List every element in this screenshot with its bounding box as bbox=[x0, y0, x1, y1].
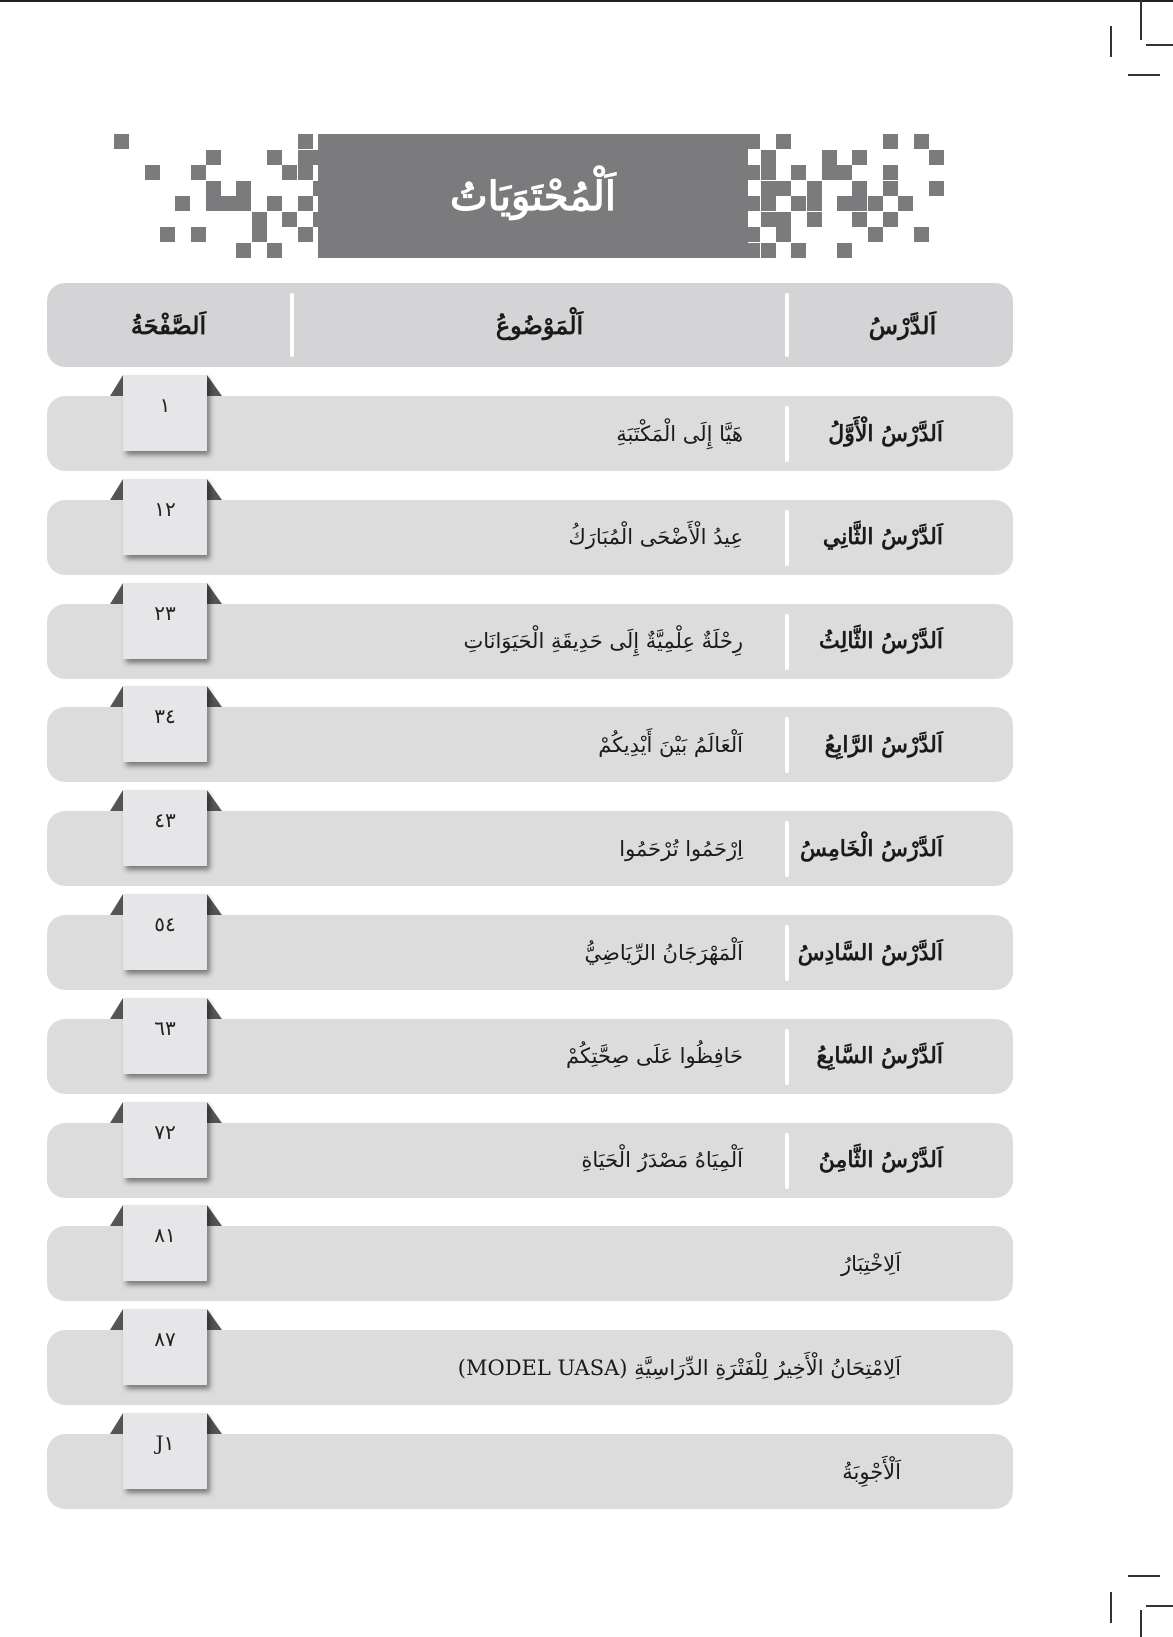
pixel-square bbox=[298, 196, 313, 211]
tab-fold-left bbox=[110, 998, 123, 1019]
tab-fold-right bbox=[207, 1413, 222, 1434]
lesson-label: اَلدَّرْسُ الثَّامِنُ bbox=[818, 1147, 943, 1174]
tab-fold-left bbox=[110, 1102, 123, 1123]
tab-fold-right bbox=[207, 894, 222, 915]
page-number: ٤٣ bbox=[123, 790, 207, 866]
tab-fold-right bbox=[207, 1102, 222, 1123]
pixel-square bbox=[252, 227, 267, 242]
pixel-square bbox=[206, 196, 221, 211]
page-number-tab[interactable] bbox=[110, 790, 194, 866]
pixel-square bbox=[883, 212, 898, 227]
row-divider bbox=[785, 1029, 789, 1085]
pixel-square bbox=[807, 212, 822, 227]
crop-mark bbox=[1110, 26, 1112, 57]
row-divider bbox=[785, 406, 789, 462]
crop-mark bbox=[1140, 0, 1142, 40]
pixel-square bbox=[914, 227, 929, 242]
tab-fold-left bbox=[110, 375, 123, 396]
pixel-square bbox=[837, 196, 852, 211]
pixel-square bbox=[791, 165, 806, 180]
topic-title[interactable]: اِرْحَمُوا تُرْحَمُوا bbox=[619, 836, 743, 861]
tab-fold-left bbox=[110, 1205, 123, 1226]
row-divider bbox=[785, 510, 789, 566]
row-divider bbox=[785, 717, 789, 773]
pixel-square bbox=[191, 165, 206, 180]
crop-mark bbox=[1128, 1575, 1160, 1577]
tab-fold-right bbox=[207, 479, 222, 500]
lesson-label: اَلدَّرْسُ الثَّالِثُ bbox=[819, 628, 943, 655]
crop-mark bbox=[1140, 1610, 1142, 1637]
pixel-square bbox=[282, 165, 297, 180]
header-divider bbox=[290, 293, 294, 357]
lesson-label: اَلدَّرْسُ الْخَامِسُ bbox=[799, 835, 943, 862]
tab-fold-right bbox=[207, 1309, 222, 1330]
pixel-square bbox=[206, 150, 221, 165]
pixel-square bbox=[852, 196, 867, 211]
topic-title[interactable]: اَلْأَجْوِبَةُ bbox=[842, 1459, 901, 1484]
page-number-tab[interactable] bbox=[110, 998, 194, 1074]
tab-fold-right bbox=[207, 583, 222, 604]
table-header bbox=[47, 283, 1013, 367]
row-divider bbox=[785, 925, 789, 981]
pixel-square bbox=[883, 134, 898, 149]
pixel-square bbox=[883, 181, 898, 196]
topic-title[interactable]: اَلِاخْتِبَارُ bbox=[840, 1251, 901, 1276]
page-number-tab[interactable] bbox=[110, 894, 194, 970]
pixel-square bbox=[298, 134, 313, 149]
pixel-square bbox=[761, 212, 776, 227]
crop-mark bbox=[1146, 1605, 1173, 1607]
pixel-square bbox=[761, 181, 776, 196]
header-lesson: اَلدَّرْسُ bbox=[868, 310, 937, 340]
pixel-square bbox=[868, 196, 883, 211]
page-number-tab[interactable] bbox=[110, 1102, 194, 1178]
row-divider bbox=[785, 821, 789, 877]
pixel-square bbox=[822, 150, 837, 165]
pixel-square bbox=[236, 181, 251, 196]
pixel-square bbox=[776, 134, 791, 149]
pixel-square bbox=[761, 165, 776, 180]
pixel-square bbox=[852, 150, 867, 165]
topic-title[interactable]: هَيَّا إِلَى الْمَكْتَبَةِ bbox=[616, 421, 743, 446]
pixel-square bbox=[837, 243, 852, 258]
pixel-square bbox=[807, 196, 822, 211]
lesson-label: اَلدَّرْسُ الثَّانِي bbox=[822, 524, 943, 551]
header-divider bbox=[785, 293, 789, 357]
page-number-tab[interactable] bbox=[110, 375, 194, 451]
pixel-square bbox=[898, 196, 913, 211]
pixel-square bbox=[807, 181, 822, 196]
pixel-square bbox=[252, 212, 267, 227]
pixel-square bbox=[791, 243, 806, 258]
tab-fold-left bbox=[110, 686, 123, 707]
page-number-tab[interactable] bbox=[110, 479, 194, 555]
topic-title[interactable]: حَافِظُوا عَلَى صِحَّتِكُمْ bbox=[566, 1044, 743, 1069]
tab-fold-left bbox=[110, 1413, 123, 1434]
pixel-square bbox=[298, 227, 313, 242]
pixel-square bbox=[837, 165, 852, 180]
topic-title[interactable]: اَلْعَالَمُ بَيْنَ أَيْدِيكُمْ bbox=[598, 732, 743, 757]
pixel-square bbox=[929, 181, 944, 196]
topic-title[interactable]: اَلْمِيَاهُ مَصْدَرُ الْحَيَاةِ bbox=[581, 1148, 743, 1173]
tab-fold-right bbox=[207, 686, 222, 707]
crop-mark bbox=[1110, 1592, 1112, 1623]
pixel-square bbox=[852, 212, 867, 227]
row-divider bbox=[785, 614, 789, 670]
lesson-label: اَلدَّرْسُ الْأَوَّلُ bbox=[828, 420, 943, 447]
page-number-tab[interactable] bbox=[110, 1205, 194, 1281]
pixel-square bbox=[267, 150, 282, 165]
pixel-square bbox=[298, 165, 313, 180]
pixel-square bbox=[761, 243, 776, 258]
tab-fold-left bbox=[110, 583, 123, 604]
page-title: اَلْمُحْتَوَيَاتُ bbox=[450, 172, 616, 220]
pixel-square bbox=[160, 227, 175, 242]
topic-title[interactable]: اَلِامْتِحَانُ الْأَخِيرُ لِلْفَتْرَةِ الدِّرَاسِيَّةِ (MODEL UASA) bbox=[457, 1355, 901, 1380]
pixel-square bbox=[221, 196, 236, 211]
crop-mark bbox=[1128, 74, 1160, 76]
page-number-tab[interactable] bbox=[110, 1413, 194, 1489]
lesson-label: اَلدَّرْسُ السَّادِسُ bbox=[797, 939, 943, 966]
pixel-square bbox=[776, 181, 791, 196]
tab-fold-right bbox=[207, 375, 222, 396]
page-number: ٢٣ bbox=[123, 583, 207, 659]
topic-title[interactable]: اَلْمَهْرَجَانُ الرِّيَاضِيُّ bbox=[584, 940, 743, 965]
tab-fold-right bbox=[207, 998, 222, 1019]
page-number-tab[interactable] bbox=[110, 583, 194, 659]
tab-fold-left bbox=[110, 790, 123, 811]
pixel-square bbox=[852, 181, 867, 196]
row-divider bbox=[785, 1133, 789, 1189]
page-number-tab[interactable] bbox=[110, 1309, 194, 1385]
topic-title[interactable]: عِيدُ الْأَضْحَى الْمُبَارَكُ bbox=[568, 525, 743, 550]
pixel-square bbox=[868, 227, 883, 242]
tab-fold-right bbox=[207, 1205, 222, 1226]
pixel-square bbox=[776, 227, 791, 242]
pixel-square bbox=[236, 196, 251, 211]
page-top-border bbox=[0, 0, 1173, 2]
tab-fold-right bbox=[207, 790, 222, 811]
pixel-square bbox=[914, 134, 929, 149]
pixel-square bbox=[236, 243, 251, 258]
pixel-square bbox=[114, 134, 129, 149]
topic-title[interactable]: رِحْلَةٌ عِلْمِيَّةٌ إِلَى حَدِيقَةِ الْحَيَوَانَاتِ bbox=[463, 629, 743, 654]
lesson-label: اَلدَّرْسُ الرَّابِعُ bbox=[824, 731, 943, 758]
pixel-square bbox=[761, 196, 776, 211]
pixel-square bbox=[298, 150, 313, 165]
page-number: ١٢ bbox=[123, 479, 207, 555]
title-band bbox=[318, 134, 748, 258]
page-number-tab[interactable] bbox=[110, 686, 194, 762]
tab-fold-left bbox=[110, 1309, 123, 1330]
page-number: ٨٧ bbox=[123, 1309, 207, 1385]
pixel-square bbox=[267, 196, 282, 211]
page-number: ٣٤ bbox=[123, 686, 207, 762]
pixel-square bbox=[206, 181, 221, 196]
pixel-square bbox=[883, 165, 898, 180]
pixel-square bbox=[145, 165, 160, 180]
header-topic: اَلْمَوْضُوعُ bbox=[495, 310, 584, 340]
pixel-square bbox=[776, 212, 791, 227]
pixel-square bbox=[267, 243, 282, 258]
pixel-square bbox=[791, 196, 806, 211]
pixel-square bbox=[191, 227, 206, 242]
page-number: ٥٤ bbox=[123, 894, 207, 970]
page-number: ٦٣ bbox=[123, 998, 207, 1074]
pixel-square bbox=[175, 196, 190, 211]
header-page: اَلصَّفْحَةُ bbox=[130, 310, 207, 340]
lesson-label: اَلدَّرْسُ السَّابِعُ bbox=[816, 1043, 943, 1070]
pixel-square bbox=[282, 212, 297, 227]
crop-mark bbox=[1146, 44, 1173, 46]
page-number: ٨١ bbox=[123, 1205, 207, 1281]
title-banner bbox=[118, 130, 938, 262]
tab-fold-left bbox=[110, 894, 123, 915]
page-number: ٧٢ bbox=[123, 1102, 207, 1178]
pixel-square bbox=[822, 165, 837, 180]
tab-fold-left bbox=[110, 479, 123, 500]
page-number: ١ bbox=[123, 375, 207, 451]
pixel-square bbox=[929, 150, 944, 165]
page-number: J١ bbox=[123, 1413, 207, 1489]
pixel-square bbox=[761, 150, 776, 165]
